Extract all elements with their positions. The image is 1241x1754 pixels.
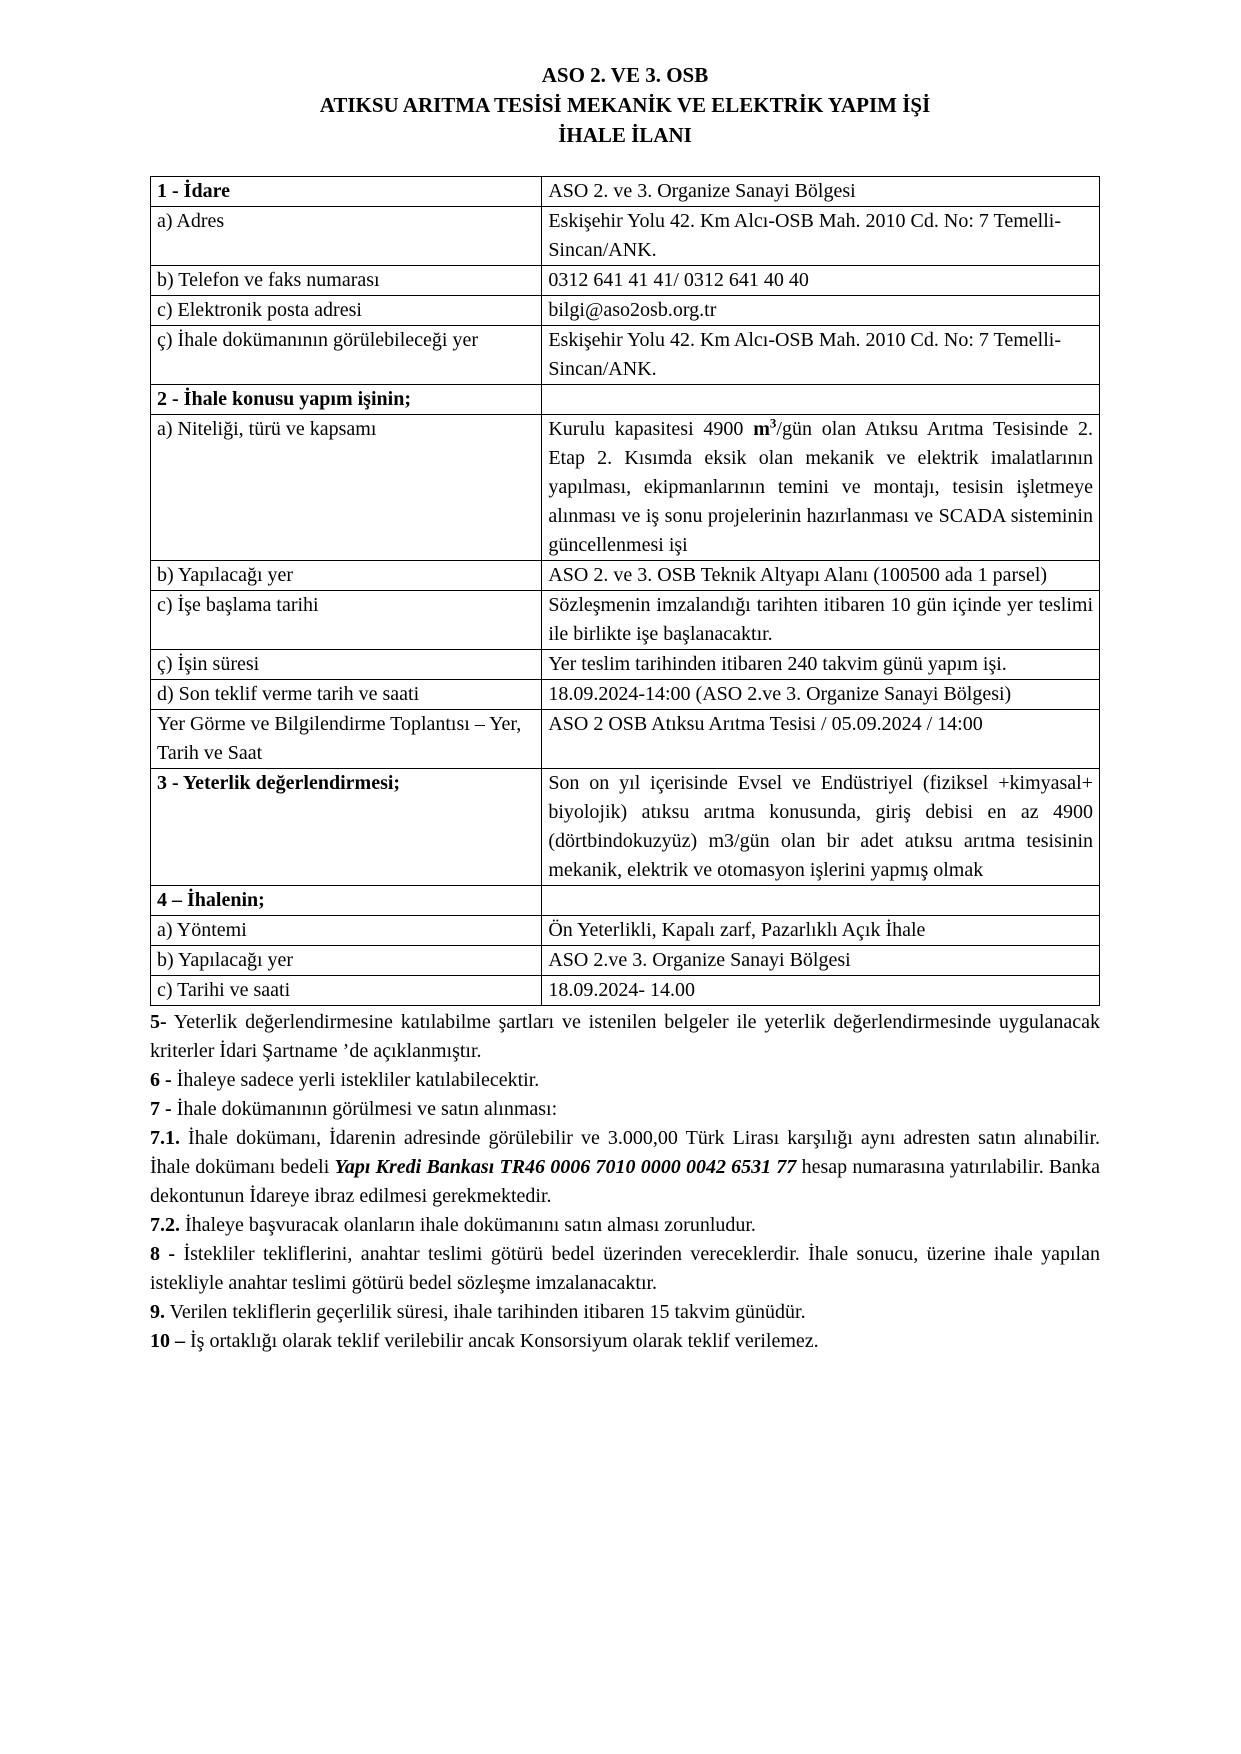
scope-text-start: Kurulu kapasitesi 4900 (548, 418, 754, 440)
row-value: Yer teslim tarihinden itibaren 240 takvim günü yapım işi. (542, 650, 1100, 680)
email-value[interactable]: bilgi@aso2osb.org.tr (542, 296, 1100, 326)
scope-text-end: /gün olan Atıksu Arıtma Tesisinde 2. Etap 2. Kısımda eksik olan mekanik ve elektrik imalatlarının yapılması, ekipmanlarının temini ve montajı, tesisin işletmeye alınması ve iş sonu projelerinin hazırlanması ve SCADA sisteminin güncellenmesi işi (548, 418, 1094, 556)
row-value: ASO 2 OSB Atıksu Arıtma Tesisi / 05.09.2024 / 14:00 (542, 710, 1100, 769)
table-row (151, 326, 1100, 385)
table-row (151, 266, 1100, 296)
row-label: c) Elektronik posta adresi (151, 296, 542, 326)
table-row (151, 591, 1100, 650)
row-value (542, 886, 1100, 916)
table-row (151, 946, 1100, 976)
section-label: 3 - Yeterlik değerlendirmesi; (151, 769, 542, 886)
row-label: b) Telefon ve faks numarası (151, 266, 542, 296)
table-row (151, 916, 1100, 946)
row-label: ç) İhale dokümanının görülebileceği yer (151, 326, 542, 385)
table-row (151, 177, 1100, 207)
row-value: Eskişehir Yolu 42. Km Alcı-OSB Mah. 2010 Cd. No: 7 Temelli-Sincan/ANK. (542, 326, 1100, 385)
row-value: ASO 2. ve 3. OSB Teknik Altyapı Alanı (100500 ada 1 parsel) (542, 561, 1100, 591)
note-8: 8 - İstekliler tekliflerini, anahtar teslimi götürü bedel üzerinden vereceklerdir. İhale sonucu, üzerine ihale yapılan istekliyle anahtar teslimi götürü bedel sözleşme imzalanacaktır. (150, 1243, 1100, 1294)
row-value: ASO 2.ve 3. Organize Sanayi Bölgesi (542, 946, 1100, 976)
row-label: d) Son teklif verme tarih ve saati (151, 680, 542, 710)
table-row (151, 207, 1100, 266)
note-9: 9. Verilen tekliflerin geçerlilik süresi, ihale tarihinden itibaren 15 takvim günüdür. (150, 1301, 806, 1323)
table-row (151, 561, 1100, 591)
row-label: 1 - İdare (151, 177, 542, 207)
note-7: 7 - İhale dokümanının görülmesi ve satın alınması: (150, 1098, 558, 1120)
row-label: a) Yöntemi (151, 916, 542, 946)
bank-account: Yapı Kredi Bankası TR46 0006 7010 0000 0042 6531 77 (334, 1156, 797, 1178)
scope-value (542, 415, 1100, 561)
section-label: 2 - İhale konusu yapım işinin; (151, 385, 542, 415)
header-line-3: İHALE İLANI (558, 123, 692, 147)
note-7-2: 7.2. İhaleye başvuracak olanların ihale dokümanını satın alması zorunludur. (150, 1214, 756, 1236)
scope-unit: $m^3$ (753, 415, 777, 440)
document-header (150, 60, 1100, 150)
row-label: b) Yapılacağı yer (151, 561, 542, 591)
row-value: Sözleşmenin imzalandığı tarihten itibaren 10 gün içinde yer teslimi ile birlikte işe başlanacaktır. (542, 591, 1100, 650)
row-value: Ön Yeterlikli, Kapalı zarf, Pazarlıklı Açık İhale (542, 916, 1100, 946)
table-row (151, 769, 1100, 886)
row-value: 0312 641 41 41/ 0312 641 40 40 (542, 266, 1100, 296)
row-value: Son on yıl içerisinde Evsel ve Endüstriyel (fiziksel +kimyasal+ biyolojik) atıksu arıtma konusunda, giriş debisi en az 4900 (dörtbindokuzyüz) m3/gün olan bir adet atıksu arıtma tesisinin mekanik, elektrik ve otomasyon işlerini yapmış olmak (542, 769, 1100, 886)
note-7-1: 7.1. İhale dokümanı, İdarenin adresinde görülebilir ve 3.000,00 Türk Lirası karşılığı aynı adresten satın alınabilir. İhale dokümanı bedeli Yapı Kredi Bankası TR46 0006 7010 0000 0042 6531 77 hesap numarasına yatırılabilir. Banka dekontunun İdareye ibraz edilmesi gerekmektedir. (150, 1127, 1101, 1207)
header-line-2: ATIKSU ARITMA TESİSİ MEKANİK VE ELEKTRİK YAPIM İŞİ (319, 93, 931, 117)
row-label: b) Yapılacağı yer (151, 946, 542, 976)
table-row (151, 710, 1100, 769)
row-label: a) Niteliği, türü ve kapsamı (151, 415, 542, 561)
table-row (151, 886, 1100, 916)
note-5: 5- Yeterlik değerlendirmesine katılabilme şartları ve istenilen belgeler ile yeterlik değerlendirmesinde uygulanacak kriterler İdari Şartname ’de açıklanmıştır. (150, 1011, 1100, 1062)
row-value: Eskişehir Yolu 42. Km Alcı-OSB Mah. 2010 Cd. No: 7 Temelli-Sincan/ANK. (542, 207, 1100, 266)
row-label: a) Adres (151, 207, 542, 266)
section-label: 4 – İhalenin; (151, 886, 542, 916)
table-row (151, 680, 1100, 710)
table-row (151, 976, 1100, 1006)
row-value: 18.09.2024- 14.00 (542, 976, 1100, 1006)
note-10: 10 – İş ortaklığı olarak teklif verilebilir ancak Konsorsiyum olarak teklif verilemez. (150, 1330, 819, 1352)
row-label: c) İşe başlama tarihi (151, 591, 542, 650)
tender-info-table (150, 176, 1100, 1006)
row-value: 18.09.2024-14:00 (ASO 2.ve 3. Organize Sanayi Bölgesi) (542, 680, 1100, 710)
row-label: ç) İşin süresi (151, 650, 542, 680)
row-value: ASO 2. ve 3. Organize Sanayi Bölgesi (542, 177, 1100, 207)
table-row (151, 296, 1100, 326)
row-value (542, 385, 1100, 415)
table-row (151, 650, 1100, 680)
table-row (151, 415, 1100, 561)
document-page (150, 60, 1100, 1356)
header-line-1: ASO 2. VE 3. OSB (541, 63, 709, 87)
table-row (151, 385, 1100, 415)
row-label: c) Tarihi ve saati (151, 976, 542, 1006)
tender-notes (150, 1008, 1100, 1356)
note-6: 6 - İhaleye sadece yerli istekliler katılabilecektir. (150, 1069, 540, 1091)
row-label: Yer Görme ve Bilgilendirme Toplantısı – Yer, Tarih ve Saat (151, 710, 542, 769)
